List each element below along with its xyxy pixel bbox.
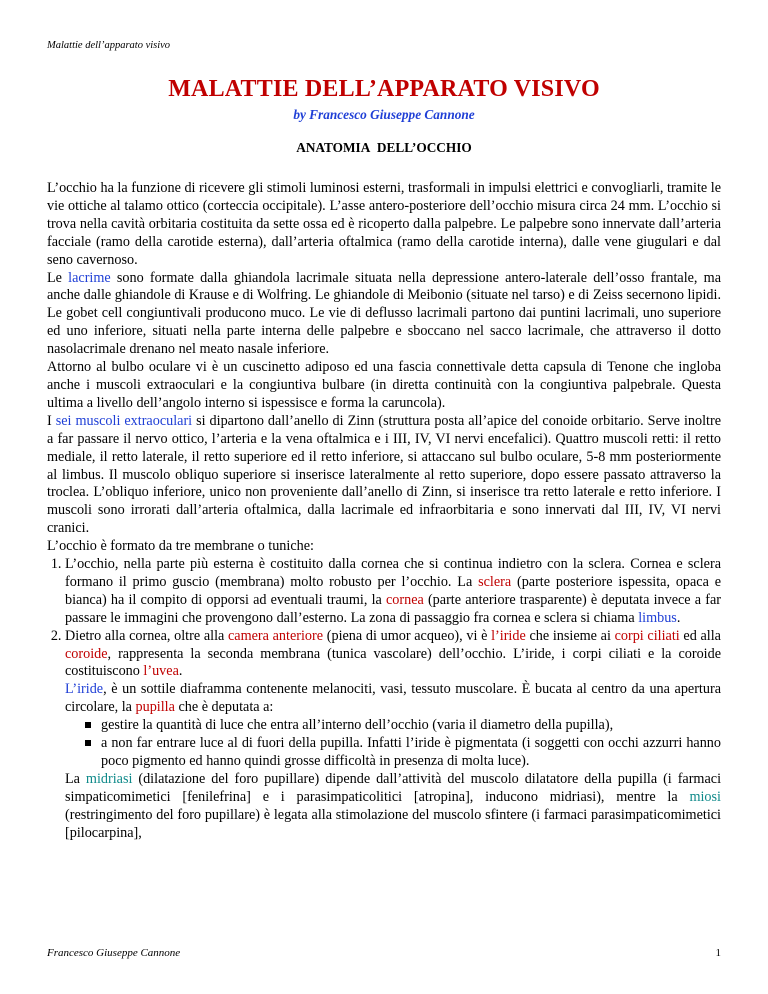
text: . (676, 609, 681, 626)
section-heading: ANATOMIA DELL’OCCHIO (296, 140, 472, 155)
term-iride: l’iride (491, 627, 526, 644)
membranes-list (47, 556, 721, 843)
page-footer (47, 947, 721, 959)
paragraph-tenone: Attorno al bulbo oculare vi è un cuscinetto adiposo ed una fascia connettivale detta capsula di Tenone che ingloba anche i muscoli extraoculari e la congiuntiva bulbare (in diretta continuità con la congiuntiva palpebrale. Questa ultima a livello dell’angolo interno si ispessisce e forma la caruncola). (47, 359, 721, 411)
term-muscoli-extraoculari: sei muscoli extraoculari (55, 412, 193, 429)
text: (restringimento del foro pupillare) è legata alla stimolazione del muscolo sfintere (i farmaci parasimpaticomimetici [pilocarpina], (65, 806, 721, 841)
pupil-functions-list (65, 717, 721, 771)
term-iride-heading: L’iride (65, 681, 104, 698)
term-sclera: sclera (478, 573, 512, 590)
text: che insieme ai (525, 627, 615, 644)
text: , rappresenta la seconda membrana (tunica vascolare) dell’occhio. L’iride, i corpi ciliati e la coroide costituiscono (65, 645, 721, 680)
term-corpi-ciliati: corpi ciliati (614, 627, 680, 644)
text: gestire la quantità di luce che entra all’interno dell’occhio (varia il diametro della pupilla), (101, 717, 614, 734)
text: si dipartono dall’anello di Zinn (struttura posta all’apice del conoide orbitario. Serve inoltre a far passare il nervo ottico, l’arteria e la vena oftalmica e i III, IV, VI nervi encefalici). Quattro muscoli retti: il retto mediale, il retto laterale, il retto superiore ed il retto inferiore, si attaccano sul bulbo oculare, 5-8 mm posteriormente al limbus. Il muscolo obliquo superiore si inserisce lateralmente al retto superiore, dopo essere passato attraverso la troclea. L’obliquo inferiore, unico non proveniente dall’anello di Zinn, si inserisce tra retto laterale e retto inferiore. I muscoli sono irrorati dall’arteria oftalmica, dalla lacrimale ed infraorbitaria e sono innervati dal III, IV, VI nervi cranici. (47, 412, 721, 537)
paragraph-muscoli (47, 413, 721, 538)
text: La (65, 770, 86, 787)
list-item (85, 735, 721, 771)
text: (dilatazione del foro pupillare) dipende dall’attività del muscolo dilatatore della pupilla (i farmaci simpaticomimetici [fenilefrina] e i parasimpaticolitici [atropina], inducono midriasi), mentre la (65, 770, 722, 805)
text: che è deputata a: (174, 699, 274, 716)
square-bullet-icon (85, 722, 91, 728)
membrane-item-2 (65, 628, 721, 843)
text: . (178, 663, 183, 680)
term-miosi: miosi (689, 788, 721, 805)
paragraph-intro: L’occhio ha la funzione di ricevere gli stimoli luminosi esterni, trasformali in impulsi elettrici e convogliarli, tramite le vie ottiche al talamo ottico (corteccia occipitale). L’asse antero-posteriore dell’occhio misura circa 24 mm. L’occhio si trova nella cavità orbitaria costituita da sette ossa ed è ricoperto dalla palpebre. Le palpebre sono innervate dall’arteria facciale (ramo della carotide esterna), dall’arteria oftalmica (ramo della carotide interna), dalle vene giugulari e dal seno cavernoso. (47, 180, 721, 268)
document-body (47, 180, 721, 843)
text: a non far entrare luce al di fuori della pupilla. Infatti l’iride è pigmentata (i soggetti con occhi azzurri hanno poco pigmento ed hanno quindi grosse difficoltà in presenza di molta luce). (101, 735, 721, 769)
running-header: Malattie dell’apparato visivo (47, 40, 171, 51)
term-limbus: limbus (638, 609, 677, 626)
iride-paragraph (65, 681, 721, 717)
list-item (85, 717, 721, 735)
text: sono formate dalla ghiandola lacrimale situata nella depressione antero-laterale dell’osso frantale, ma anche dalle ghiandole di Krause e di Wolfring. Le ghiandole di Meibonio (situate nel tarso) e di Zeiss secernono lipidi. Le gobet cell congiuntivali producono muco. Le vie di deflusso lacrimali partono dai puntini lacrimali, uno superiore ed uno inferiore, situati nella parte interna delle palpebre e sboccano nel sacco lacrimale, che attraverso il dotto nasolacrimale drenano nel meato nasale inferiore. (47, 269, 721, 358)
paragraph-lacrime (47, 270, 721, 360)
term-uvea: l’uvea (143, 663, 179, 680)
text: (parte anteriore trasparente) è deputata invece a far passare le immagini che provengono dall’esterno. La zona di passaggio fra cornea e sclera si chiama (65, 591, 721, 626)
membrane-item-2-text (65, 628, 721, 682)
membrane-item-1 (65, 556, 721, 628)
text: Dietro alla cornea, oltre alla (65, 627, 228, 644)
text: (piena di umor acqueo), vi è (323, 627, 492, 644)
term-pupilla: pupilla (135, 699, 175, 716)
document-title: MALATTIE DELL’APPARATO VISIVO (168, 76, 600, 102)
term-midriasi: midriasi (85, 770, 133, 787)
midriasi-paragraph (65, 771, 721, 843)
author-byline: by Francesco Giuseppe Cannone (293, 107, 475, 122)
term-camera-anteriore: camera anteriore (228, 627, 324, 644)
text: L’occhio, nella parte più esterna è costituito dalla cornea che si continua indietro con la sclera. Cornea e sclera formano il primo guscio (membrana) molto robusto per l’occhio. La (65, 556, 721, 590)
square-bullet-icon (85, 740, 91, 746)
text: (parte posteriore ispessita, opaca e bianca) ha il compito di opporsi ad eventuali traumi, la (65, 573, 722, 608)
footer-author: Francesco Giuseppe Cannone (47, 947, 181, 959)
page-number: 1 (715, 947, 721, 959)
term-lacrime: lacrime (68, 269, 111, 286)
text: Le (47, 269, 69, 286)
text: , è un sottile diaframma contenente melanociti, vasi, tessuto muscolare. È bucata al centro da una apertura circolare, la (65, 681, 721, 716)
term-cornea: cornea (385, 591, 424, 608)
text: I (47, 412, 56, 429)
term-coroide: coroide (65, 645, 108, 662)
paragraph-membrane-intro: L’occhio è formato da tre membrane o tuniche: (47, 538, 314, 555)
text: ed alla (679, 627, 721, 644)
